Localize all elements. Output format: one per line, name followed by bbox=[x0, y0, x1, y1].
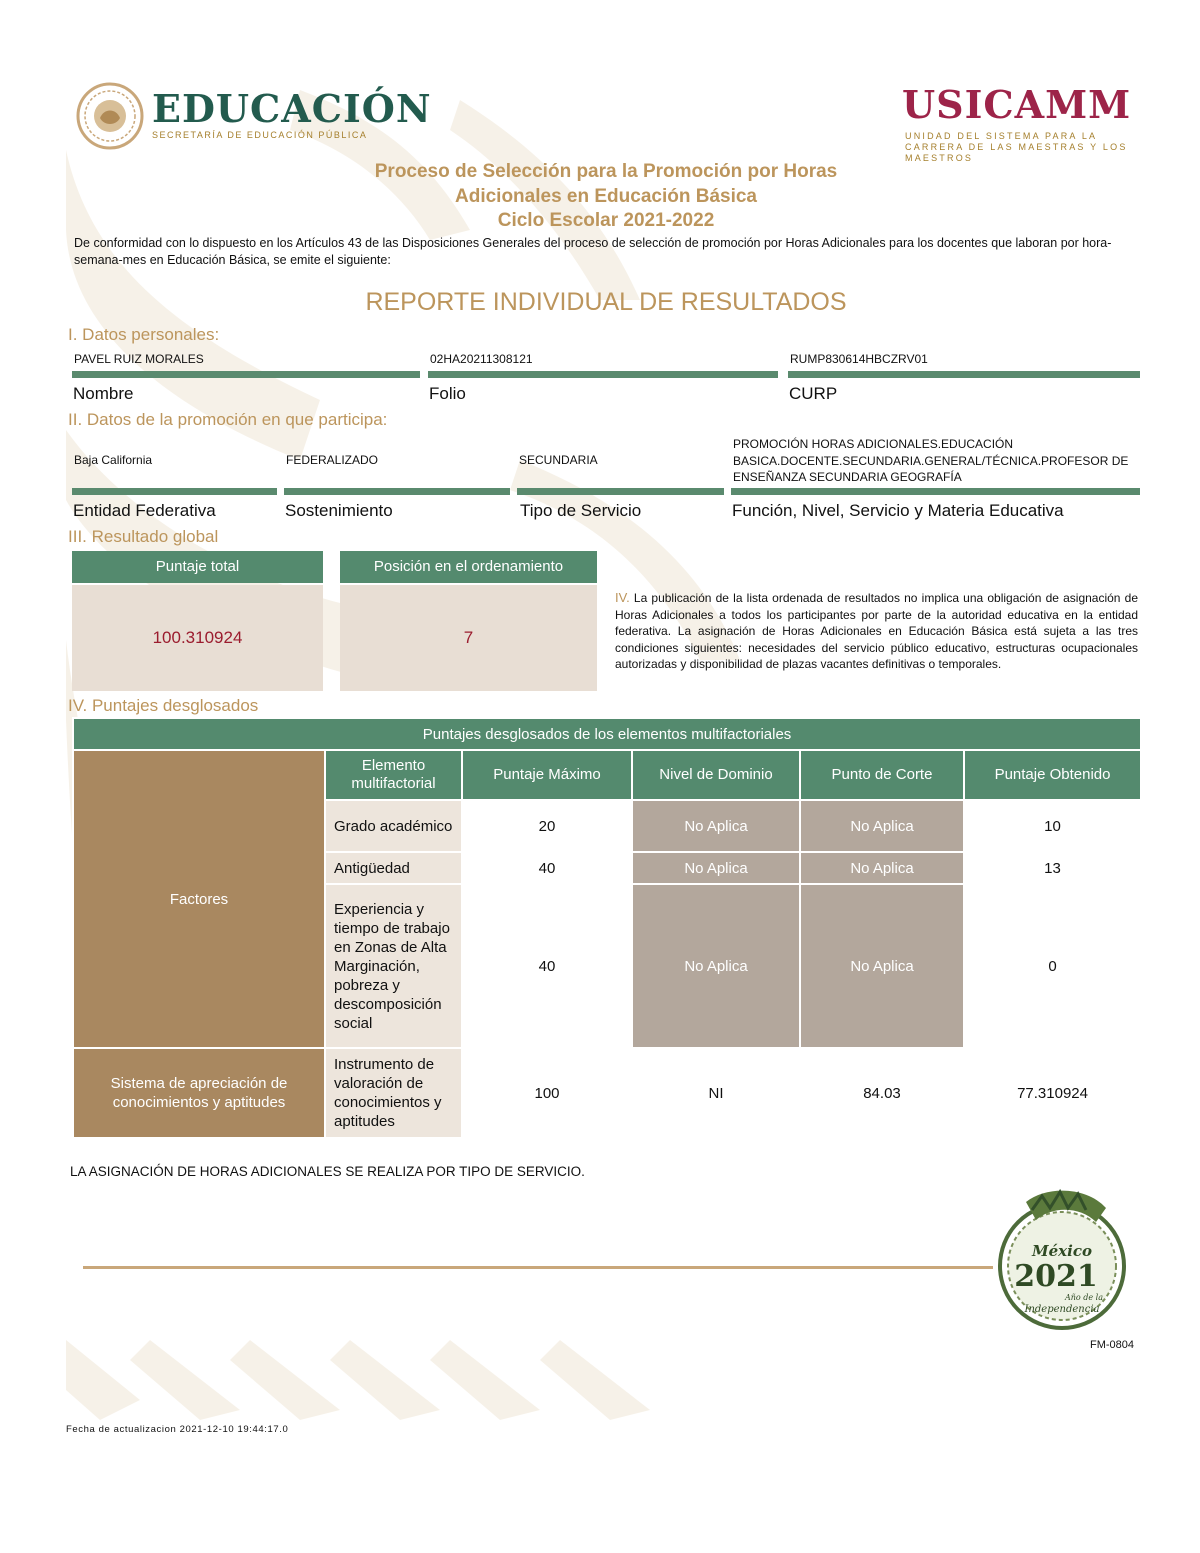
row-elemento: Experiencia y tiempo de trabajo en Zonas de Alta Marginación, pobreza y descomposición social bbox=[325, 884, 462, 1048]
mexico-2021-emblem-icon bbox=[996, 1182, 1130, 1332]
section-personal-heading: I. Datos personales: bbox=[68, 325, 220, 344]
row-max: 40 bbox=[462, 852, 632, 884]
row-corte: No Aplica bbox=[800, 800, 964, 852]
section-breakdown-heading: IV. Puntajes desglosados bbox=[68, 696, 259, 715]
usicamm-logo-subtitle: UNIDAD DEL SISTEMA PARA LA CARRERA DE LAS MAESTRAS Y LOS MAESTROS bbox=[905, 131, 1128, 163]
row-max: 20 bbox=[462, 800, 632, 852]
curp-value: RUMP830614HBCZRV01 bbox=[790, 352, 928, 366]
row-obtenido: 0 bbox=[964, 884, 1141, 1048]
national-seal-icon bbox=[76, 82, 144, 150]
folio-underline bbox=[428, 371, 778, 378]
total-score-value: 100.310924 bbox=[72, 585, 323, 691]
col-nivel-dominio: Nivel de Dominio bbox=[632, 750, 800, 800]
col-punto-corte: Punto de Corte bbox=[800, 750, 964, 800]
page-title bbox=[300, 160, 912, 234]
tipo-servicio-underline bbox=[517, 488, 724, 495]
row-corte: No Aplica bbox=[800, 884, 964, 1048]
funcion-value: PROMOCIÓN HORAS ADICIONALES.EDUCACIÓN BASICA.DOCENTE.SECUNDARIA.GENERAL/TÉCNICA.PROFESOR DE ENSEÑANZA SECUNDARIA GEOGRAFÍA bbox=[733, 437, 1129, 484]
emblem-line-3: Año de la bbox=[1064, 1293, 1104, 1302]
row-max: 40 bbox=[462, 884, 632, 1048]
folio-label: Folio bbox=[429, 384, 466, 403]
notice-text: La publicación de la lista ordenada de resultados no implica una obligación de asignación de Horas Adicionales a todos los participantes por parte de la autoridad educativa en la entidad federativa. La asignación de Horas Adicionales en Educación Básica está sujeta a las tres condiciones siguientes: necesidades del servicio público educativo, estructuras ocupacionales autorizadas y disponibilidad de plazas vacantes definitivas o temporales. bbox=[615, 591, 1138, 672]
group-sistema: Sistema de apreciación de conocimientos y aptitudes bbox=[73, 1048, 325, 1138]
notice-paragraph bbox=[615, 590, 1138, 673]
tipo-servicio-label: Tipo de Servicio bbox=[520, 501, 642, 520]
table-row bbox=[73, 1048, 1141, 1138]
row-corte: 84.03 bbox=[800, 1048, 964, 1138]
row-elemento: Antigüedad bbox=[325, 852, 462, 884]
group-factores: Factores bbox=[73, 750, 325, 1048]
row-max: 100 bbox=[462, 1048, 632, 1138]
table-header-row bbox=[73, 750, 1141, 800]
report-title: REPORTE INDIVIDUAL DE RESULTADOS bbox=[365, 288, 847, 316]
form-code: FM-0804 bbox=[1090, 1339, 1135, 1351]
title-line-2: Adicionales en Educación Básica bbox=[455, 185, 757, 207]
usicamm-logo-title: USICAMM bbox=[902, 82, 1132, 127]
col-puntaje-obtenido: Puntaje Obtenido bbox=[964, 750, 1141, 800]
row-obtenido: 13 bbox=[964, 852, 1141, 884]
notice-number: IV. bbox=[615, 590, 630, 605]
folio-value: 02HA20211308121 bbox=[430, 352, 533, 366]
title-line-3: Ciclo Escolar 2021-2022 bbox=[497, 210, 715, 231]
row-nivel: No Aplica bbox=[632, 852, 800, 884]
col-elemento: Elemento multifactorial bbox=[325, 750, 462, 800]
sostenimiento-value: FEDERALIZADO bbox=[286, 453, 379, 467]
entidad-value: Baja California bbox=[74, 453, 153, 467]
tipo-servicio-value: SECUNDARIA bbox=[519, 453, 598, 467]
emblem-line-4: Independencia bbox=[1024, 1304, 1100, 1315]
sostenimiento-label: Sostenimiento bbox=[285, 501, 393, 520]
name-label: Nombre bbox=[73, 384, 134, 403]
row-obtenido: 10 bbox=[964, 800, 1141, 852]
name-value: PAVEL RUIZ MORALES bbox=[74, 352, 204, 366]
name-underline bbox=[72, 371, 420, 378]
table-title: Puntajes desglosados de los elementos multifactoriales bbox=[73, 718, 1141, 750]
position-header: Posición en el ordenamiento bbox=[340, 551, 597, 583]
signature-line bbox=[83, 1266, 993, 1269]
update-date: Fecha de actualizacion 2021-12-10 19:44:17.0 bbox=[66, 1424, 289, 1435]
emblem-line-1: México bbox=[1032, 1242, 1092, 1260]
row-nivel: No Aplica bbox=[632, 884, 800, 1048]
sostenimiento-underline bbox=[284, 488, 510, 495]
education-logo-title: EDUCACIÓN bbox=[152, 86, 432, 131]
section-promotion-heading: II. Datos de la promoción en que participa: bbox=[68, 410, 388, 429]
entidad-label: Entidad Federativa bbox=[73, 501, 216, 520]
row-corte: No Aplica bbox=[800, 852, 964, 884]
row-nivel: NI bbox=[632, 1048, 800, 1138]
entidad-underline bbox=[72, 488, 277, 495]
breakdown-table bbox=[72, 717, 1142, 1139]
row-nivel: No Aplica bbox=[632, 800, 800, 852]
row-elemento: Instrumento de valoración de conocimientos y aptitudes bbox=[325, 1048, 462, 1138]
funcion-label: Función, Nivel, Servicio y Materia Educativa bbox=[732, 501, 1064, 520]
position-value: 7 bbox=[340, 585, 597, 691]
emblem-line-2: 2021 bbox=[1014, 1259, 1098, 1294]
total-score-header: Puntaje total bbox=[72, 551, 323, 583]
table-title-row bbox=[73, 718, 1141, 750]
education-logo-subtitle: SECRETARÍA DE EDUCACIÓN PÚBLICA bbox=[152, 130, 368, 140]
curp-label: CURP bbox=[789, 384, 838, 403]
final-note: LA ASIGNACIÓN DE HORAS ADICIONALES SE REALIZA POR TIPO DE SERVICIO. bbox=[70, 1164, 585, 1179]
funcion-underline bbox=[731, 488, 1140, 495]
row-elemento: Grado académico bbox=[325, 800, 462, 852]
title-line-1: Proceso de Selección para la Promoción por Horas bbox=[374, 161, 838, 182]
row-obtenido: 77.310924 bbox=[964, 1048, 1141, 1138]
curp-underline bbox=[788, 371, 1140, 378]
section-global-heading: III. Resultado global bbox=[68, 527, 219, 546]
col-puntaje-maximo: Puntaje Máximo bbox=[462, 750, 632, 800]
intro-paragraph: De conformidad con lo dispuesto en los Artículos 43 de las Disposiciones Generales del proceso de selección de promoción por Horas Adicionales para los docentes que laboran por hora-semana-mes en Educación Básica, se emite el siguiente: bbox=[74, 236, 1112, 267]
